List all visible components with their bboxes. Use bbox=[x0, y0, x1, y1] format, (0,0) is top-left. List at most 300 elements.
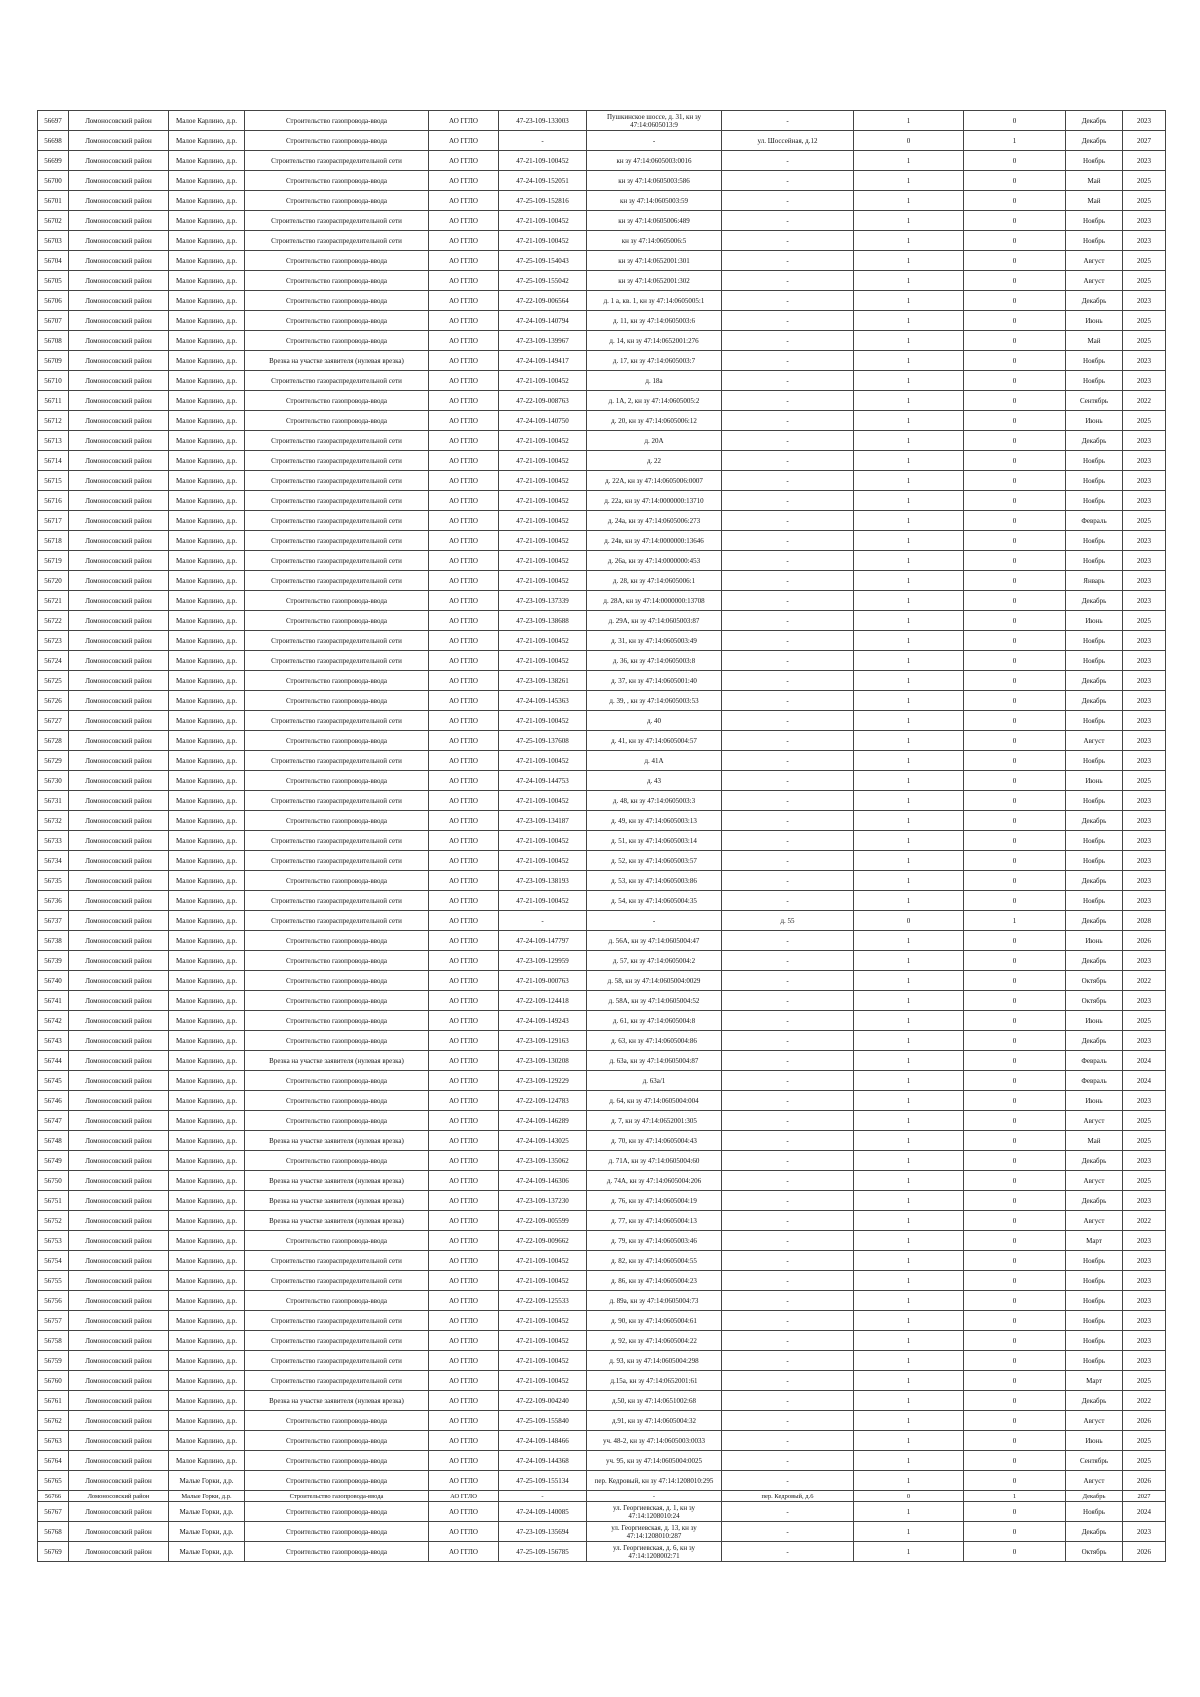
cell-address-planned: - bbox=[722, 431, 854, 451]
cell-month: Ноябрь bbox=[1066, 651, 1123, 671]
cell-count-b: 0 bbox=[964, 1411, 1066, 1431]
cell-count-a: 1 bbox=[854, 811, 964, 831]
cell-address: д. 41, кн зу 47:14:0605004:57 bbox=[587, 731, 722, 751]
cell-settlement: Малое Карлино, д.р. bbox=[169, 711, 245, 731]
cell-month: Июнь bbox=[1066, 311, 1123, 331]
cell-application-number: 47-25-109-154043 bbox=[499, 251, 587, 271]
cell-settlement: Малое Карлино, д.р. bbox=[169, 911, 245, 931]
cell-application-number: 47-23-109-134187 bbox=[499, 811, 587, 831]
cell-count-a: 1 bbox=[854, 171, 964, 191]
cell-year: 2023 bbox=[1123, 1331, 1166, 1351]
cell-row-number: 56708 bbox=[38, 331, 69, 351]
cell-settlement: Малое Карлино, д.р. bbox=[169, 691, 245, 711]
cell-address: д. 40 bbox=[587, 711, 722, 731]
cell-work-type: Строительство газопровода-ввода bbox=[245, 731, 429, 751]
cell-address-planned: - bbox=[722, 731, 854, 751]
cell-work-type: Строительство газопровода-ввода bbox=[245, 931, 429, 951]
cell-district: Ломоносовский район bbox=[69, 1171, 169, 1191]
cell-district: Ломоносовский район bbox=[69, 271, 169, 291]
cell-work-type: Строительство газораспределительной сети bbox=[245, 891, 429, 911]
cell-count-a: 1 bbox=[854, 1431, 964, 1451]
cell-organization: АО ГГЛО bbox=[429, 631, 499, 651]
cell-year: 2025 bbox=[1123, 611, 1166, 631]
cell-settlement: Малое Карлино, д.р. bbox=[169, 1051, 245, 1071]
cell-count-a: 1 bbox=[854, 531, 964, 551]
cell-year: 2025 bbox=[1123, 191, 1166, 211]
cell-count-a: 1 bbox=[854, 151, 964, 171]
cell-organization: АО ГГЛО bbox=[429, 371, 499, 391]
cell-row-number: 56762 bbox=[38, 1411, 69, 1431]
cell-count-a: 1 bbox=[854, 231, 964, 251]
cell-address: д.15а, кн зу 47:14:0652001:61 bbox=[587, 1371, 722, 1391]
cell-work-type: Строительство газопровода-ввода bbox=[245, 1151, 429, 1171]
cell-address-planned: - bbox=[722, 571, 854, 591]
cell-district: Ломоносовский район bbox=[69, 391, 169, 411]
cell-count-b: 0 bbox=[964, 1331, 1066, 1351]
cell-row-number: 56719 bbox=[38, 551, 69, 571]
cell-organization: АО ГГЛО bbox=[429, 951, 499, 971]
cell-count-a: 1 bbox=[854, 1522, 964, 1542]
cell-count-b: 0 bbox=[964, 151, 1066, 171]
cell-month: Октябрь bbox=[1066, 971, 1123, 991]
cell-address: кн зу 47:14:0605003:586 bbox=[587, 171, 722, 191]
cell-work-type: Врезка на участке заявителя (нулевая врезка) bbox=[245, 1211, 429, 1231]
cell-address: д. 18а bbox=[587, 371, 722, 391]
cell-count-a: 1 bbox=[854, 1171, 964, 1191]
cell-row-number: 56706 bbox=[38, 291, 69, 311]
cell-address: д. 52, кн зу 47:14:0605003:57 bbox=[587, 851, 722, 871]
cell-settlement: Малое Карлино, д.р. bbox=[169, 1331, 245, 1351]
table-row bbox=[38, 891, 1166, 911]
cell-district: Ломоносовский район bbox=[69, 911, 169, 931]
cell-application-number: 47-25-109-152816 bbox=[499, 191, 587, 211]
cell-settlement: Малое Карлино, д.р. bbox=[169, 191, 245, 211]
cell-month: Ноябрь bbox=[1066, 791, 1123, 811]
cell-application-number: - bbox=[499, 911, 587, 931]
cell-application-number: 47-22-109-124783 bbox=[499, 1091, 587, 1111]
cell-work-type: Строительство газопровода-ввода bbox=[245, 1451, 429, 1471]
cell-count-b: 0 bbox=[964, 1111, 1066, 1131]
cell-address-planned: - bbox=[722, 391, 854, 411]
table-row bbox=[38, 491, 1166, 511]
cell-address-planned: - bbox=[722, 211, 854, 231]
cell-settlement: Малое Карлино, д.р. bbox=[169, 951, 245, 971]
cell-organization: АО ГГЛО bbox=[429, 971, 499, 991]
cell-settlement: Малое Карлино, д.р. bbox=[169, 591, 245, 611]
cell-count-b: 0 bbox=[964, 551, 1066, 571]
cell-application-number: 47-23-109-129229 bbox=[499, 1071, 587, 1091]
cell-month: Август bbox=[1066, 271, 1123, 291]
cell-work-type: Строительство газопровода-ввода bbox=[245, 331, 429, 351]
cell-settlement: Малое Карлино, д.р. bbox=[169, 491, 245, 511]
table-row bbox=[38, 931, 1166, 951]
cell-settlement: Малое Карлино, д.р. bbox=[169, 731, 245, 751]
cell-work-type: Строительство газопровода-ввода bbox=[245, 1111, 429, 1131]
cell-count-a: 1 bbox=[854, 1191, 964, 1211]
cell-month: Август bbox=[1066, 251, 1123, 271]
cell-count-b: 0 bbox=[964, 1211, 1066, 1231]
cell-application-number: 47-21-109-100452 bbox=[499, 891, 587, 911]
cell-address-planned: - bbox=[722, 1051, 854, 1071]
data-table bbox=[37, 110, 1166, 1562]
cell-count-b: 0 bbox=[964, 1151, 1066, 1171]
table-row bbox=[38, 1331, 1166, 1351]
cell-address-planned: - bbox=[722, 951, 854, 971]
cell-address-planned: - bbox=[722, 291, 854, 311]
cell-settlement: Малое Карлино, д.р. bbox=[169, 251, 245, 271]
cell-year: 2026 bbox=[1123, 1411, 1166, 1431]
table-row bbox=[38, 631, 1166, 651]
cell-row-number: 56701 bbox=[38, 191, 69, 211]
cell-address: д. 58, кн зу 47:14:0605004:0029 bbox=[587, 971, 722, 991]
cell-count-b: 0 bbox=[964, 1291, 1066, 1311]
cell-count-b: 0 bbox=[964, 791, 1066, 811]
table-row bbox=[38, 811, 1166, 831]
cell-address: д. 37, кн зу 47:14:0605001:40 bbox=[587, 671, 722, 691]
cell-district: Ломоносовский район bbox=[69, 1271, 169, 1291]
cell-year: 2025 bbox=[1123, 1371, 1166, 1391]
cell-work-type: Строительство газораспределительной сети bbox=[245, 631, 429, 651]
cell-settlement: Малое Карлино, д.р. bbox=[169, 651, 245, 671]
table-row bbox=[38, 671, 1166, 691]
cell-application-number: 47-23-109-138688 bbox=[499, 611, 587, 631]
cell-application-number: 47-24-109-146289 bbox=[499, 1111, 587, 1131]
cell-count-b: 0 bbox=[964, 171, 1066, 191]
cell-month: Декабрь bbox=[1066, 1031, 1123, 1051]
cell-month: Октябрь bbox=[1066, 1542, 1123, 1562]
cell-year: 2023 bbox=[1123, 531, 1166, 551]
cell-district: Ломоносовский район bbox=[69, 891, 169, 911]
cell-district: Ломоносовский район bbox=[69, 1431, 169, 1451]
cell-month: Ноябрь bbox=[1066, 1271, 1123, 1291]
cell-address-planned: - bbox=[722, 251, 854, 271]
cell-count-a: 1 bbox=[854, 1371, 964, 1391]
cell-count-a: 1 bbox=[854, 191, 964, 211]
cell-count-b: 0 bbox=[964, 1542, 1066, 1562]
cell-organization: АО ГГЛО bbox=[429, 811, 499, 831]
cell-year: 2024 bbox=[1123, 1051, 1166, 1071]
table-row bbox=[38, 1391, 1166, 1411]
cell-work-type: Строительство газопровода-ввода bbox=[245, 771, 429, 791]
cell-settlement: Малое Карлино, д.р. bbox=[169, 1391, 245, 1411]
cell-address: д. 24в, кн зу 47:14:0000000:13646 bbox=[587, 531, 722, 551]
cell-organization: АО ГГЛО bbox=[429, 1491, 499, 1502]
cell-count-a: 1 bbox=[854, 1131, 964, 1151]
cell-settlement: Малое Карлино, д.р. bbox=[169, 1151, 245, 1171]
cell-year: 2024 bbox=[1123, 1071, 1166, 1091]
cell-address: д. 74А, кн зу 47:14:0605004:206 bbox=[587, 1171, 722, 1191]
cell-count-a: 1 bbox=[854, 671, 964, 691]
cell-work-type: Врезка на участке заявителя (нулевая врезка) bbox=[245, 1171, 429, 1191]
cell-month: Ноябрь bbox=[1066, 551, 1123, 571]
cell-address-planned: - bbox=[722, 1311, 854, 1331]
cell-row-number: 56737 bbox=[38, 911, 69, 931]
cell-settlement: Малое Карлино, д.р. bbox=[169, 1031, 245, 1051]
cell-month: Февраль bbox=[1066, 1051, 1123, 1071]
cell-month: Май bbox=[1066, 331, 1123, 351]
cell-month: Ноябрь bbox=[1066, 711, 1123, 731]
cell-settlement: Малое Карлино, д.р. bbox=[169, 1111, 245, 1131]
cell-work-type: Строительство газораспределительной сети bbox=[245, 211, 429, 231]
cell-count-b: 0 bbox=[964, 1271, 1066, 1291]
cell-district: Ломоносовский район bbox=[69, 711, 169, 731]
cell-work-type: Строительство газораспределительной сети bbox=[245, 571, 429, 591]
cell-application-number: 47-24-109-144753 bbox=[499, 771, 587, 791]
cell-count-b: 0 bbox=[964, 531, 1066, 551]
cell-address: д. 82, кн зу 47:14:0605004:55 bbox=[587, 1251, 722, 1271]
cell-work-type: Врезка на участке заявителя (нулевая врезка) bbox=[245, 1051, 429, 1071]
cell-settlement: Малое Карлино, д.р. bbox=[169, 531, 245, 551]
cell-count-b: 0 bbox=[964, 211, 1066, 231]
cell-organization: АО ГГЛО bbox=[429, 1091, 499, 1111]
cell-month: Декабрь bbox=[1066, 1391, 1123, 1411]
table-row bbox=[38, 771, 1166, 791]
cell-count-b: 0 bbox=[964, 751, 1066, 771]
cell-organization: АО ГГЛО bbox=[429, 311, 499, 331]
cell-count-b: 0 bbox=[964, 1011, 1066, 1031]
cell-district: Ломоносовский район bbox=[69, 1151, 169, 1171]
cell-district: Ломоносовский район bbox=[69, 211, 169, 231]
cell-count-b: 0 bbox=[964, 831, 1066, 851]
cell-work-type: Строительство газораспределительной сети bbox=[245, 1311, 429, 1331]
cell-organization: АО ГГЛО bbox=[429, 491, 499, 511]
cell-month: Ноябрь bbox=[1066, 1331, 1123, 1351]
cell-organization: АО ГГЛО bbox=[429, 731, 499, 751]
cell-organization: АО ГГЛО bbox=[429, 751, 499, 771]
cell-settlement: Малые Горки, д.р. bbox=[169, 1542, 245, 1562]
cell-application-number: 47-25-109-155840 bbox=[499, 1411, 587, 1431]
cell-district: Ломоносовский район bbox=[69, 1542, 169, 1562]
table-row bbox=[38, 971, 1166, 991]
table-row bbox=[38, 1271, 1166, 1291]
cell-work-type: Строительство газопровода-ввода bbox=[245, 311, 429, 331]
cell-organization: АО ГГЛО bbox=[429, 1131, 499, 1151]
cell-work-type: Строительство газопровода-ввода bbox=[245, 1522, 429, 1542]
cell-district: Ломоносовский район bbox=[69, 991, 169, 1011]
cell-district: Ломоносовский район bbox=[69, 811, 169, 831]
cell-organization: АО ГГЛО bbox=[429, 171, 499, 191]
cell-row-number: 56742 bbox=[38, 1011, 69, 1031]
cell-address: д. 22а, кн зу 47:14:0000000:13710 bbox=[587, 491, 722, 511]
cell-year: 2023 bbox=[1123, 711, 1166, 731]
cell-row-number: 56732 bbox=[38, 811, 69, 831]
cell-count-b: 0 bbox=[964, 1231, 1066, 1251]
cell-district: Ломоносовский район bbox=[69, 611, 169, 631]
cell-row-number: 56740 bbox=[38, 971, 69, 991]
cell-district: Ломоносовский район bbox=[69, 1491, 169, 1502]
cell-address-planned: - bbox=[722, 1111, 854, 1131]
cell-settlement: Малое Карлино, д.р. bbox=[169, 211, 245, 231]
cell-year: 2023 bbox=[1123, 651, 1166, 671]
cell-application-number: 47-21-109-100452 bbox=[499, 1331, 587, 1351]
cell-year: 2025 bbox=[1123, 771, 1166, 791]
table-row bbox=[38, 451, 1166, 471]
cell-settlement: Малое Карлино, д.р. bbox=[169, 311, 245, 331]
cell-organization: АО ГГЛО bbox=[429, 331, 499, 351]
cell-settlement: Малое Карлино, д.р. bbox=[169, 871, 245, 891]
cell-settlement: Малое Карлино, д.р. bbox=[169, 391, 245, 411]
table-row bbox=[38, 831, 1166, 851]
cell-organization: АО ГГЛО bbox=[429, 1411, 499, 1431]
cell-year: 2023 bbox=[1123, 1031, 1166, 1051]
cell-address-planned: - bbox=[722, 1171, 854, 1191]
cell-count-a: 1 bbox=[854, 491, 964, 511]
cell-settlement: Малое Карлино, д.р. bbox=[169, 1011, 245, 1031]
cell-month: Ноябрь bbox=[1066, 751, 1123, 771]
cell-row-number: 56705 bbox=[38, 271, 69, 291]
cell-district: Ломоносовский район bbox=[69, 291, 169, 311]
cell-count-b: 1 bbox=[964, 1491, 1066, 1502]
cell-row-number: 56767 bbox=[38, 1502, 69, 1522]
cell-month: Февраль bbox=[1066, 1071, 1123, 1091]
cell-address: д. 57, кн зу 47:14:0605004:2 bbox=[587, 951, 722, 971]
cell-organization: АО ГГЛО bbox=[429, 1391, 499, 1411]
cell-count-b: 0 bbox=[964, 631, 1066, 651]
cell-address: д. 70, кн зу 47:14:0605004:43 bbox=[587, 1131, 722, 1151]
cell-work-type: Строительство газораспределительной сети bbox=[245, 1351, 429, 1371]
cell-address: кн зу 47:14:0652001:302 bbox=[587, 271, 722, 291]
cell-work-type: Строительство газопровода-ввода bbox=[245, 111, 429, 131]
cell-count-a: 1 bbox=[854, 1011, 964, 1031]
cell-count-b: 0 bbox=[964, 431, 1066, 451]
cell-address-planned: - bbox=[722, 1231, 854, 1251]
cell-year: 2025 bbox=[1123, 251, 1166, 271]
cell-count-a: 1 bbox=[854, 611, 964, 631]
cell-count-b: 0 bbox=[964, 291, 1066, 311]
cell-month: Декабрь bbox=[1066, 111, 1123, 131]
cell-count-b: 0 bbox=[964, 1171, 1066, 1191]
cell-month: Ноябрь bbox=[1066, 451, 1123, 471]
cell-count-b: 0 bbox=[964, 1131, 1066, 1151]
cell-work-type: Врезка на участке заявителя (нулевая врезка) bbox=[245, 1191, 429, 1211]
cell-address-planned: - bbox=[722, 871, 854, 891]
cell-work-type: Строительство газораспределительной сети bbox=[245, 751, 429, 771]
cell-count-b: 0 bbox=[964, 271, 1066, 291]
cell-row-number: 56736 bbox=[38, 891, 69, 911]
cell-count-b: 0 bbox=[964, 871, 1066, 891]
cell-work-type: Строительство газопровода-ввода bbox=[245, 191, 429, 211]
cell-year: 2023 bbox=[1123, 811, 1166, 831]
table-body bbox=[38, 111, 1166, 1562]
cell-settlement: Малое Карлино, д.р. bbox=[169, 1451, 245, 1471]
cell-year: 2023 bbox=[1123, 1522, 1166, 1542]
cell-application-number: 47-21-109-100452 bbox=[499, 1271, 587, 1291]
table-row bbox=[38, 1131, 1166, 1151]
cell-count-b: 0 bbox=[964, 991, 1066, 1011]
cell-count-b: 0 bbox=[964, 391, 1066, 411]
cell-address: Пушкинское шоссе, д. 31, кн зу 47:14:0605013:9 bbox=[587, 111, 722, 131]
cell-year: 2023 bbox=[1123, 791, 1166, 811]
cell-address-planned: - bbox=[722, 531, 854, 551]
cell-work-type: Строительство газораспределительной сети bbox=[245, 431, 429, 451]
cell-row-number: 56710 bbox=[38, 371, 69, 391]
cell-district: Ломоносовский район bbox=[69, 131, 169, 151]
cell-settlement: Малое Карлино, д.р. bbox=[169, 431, 245, 451]
cell-address-planned: - bbox=[722, 691, 854, 711]
cell-address-planned: - bbox=[722, 651, 854, 671]
cell-work-type: Строительство газопровода-ввода bbox=[245, 671, 429, 691]
cell-organization: АО ГГЛО bbox=[429, 1051, 499, 1071]
cell-row-number: 56760 bbox=[38, 1371, 69, 1391]
cell-address-planned: - bbox=[722, 1431, 854, 1451]
cell-application-number: 47-21-109-100452 bbox=[499, 451, 587, 471]
cell-year: 2025 bbox=[1123, 1131, 1166, 1151]
cell-settlement: Малые Горки, д.р. bbox=[169, 1491, 245, 1502]
cell-row-number: 56725 bbox=[38, 671, 69, 691]
table-row bbox=[38, 431, 1166, 451]
cell-organization: АО ГГЛО bbox=[429, 1111, 499, 1131]
cell-month: Декабрь bbox=[1066, 1151, 1123, 1171]
cell-address: д. 48, кн зу 47:14:0605003:3 bbox=[587, 791, 722, 811]
cell-year: 2025 bbox=[1123, 511, 1166, 531]
table-row bbox=[38, 951, 1166, 971]
cell-district: Ломоносовский район bbox=[69, 1291, 169, 1311]
table-row bbox=[38, 531, 1166, 551]
cell-settlement: Малое Карлино, д.р. bbox=[169, 611, 245, 631]
cell-work-type: Строительство газопровода-ввода bbox=[245, 1491, 429, 1502]
table-row bbox=[38, 1191, 1166, 1211]
cell-district: Ломоносовский район bbox=[69, 311, 169, 331]
cell-application-number: 47-22-109-009662 bbox=[499, 1231, 587, 1251]
cell-settlement: Малые Горки, д.р. bbox=[169, 1522, 245, 1542]
cell-year: 2025 bbox=[1123, 1431, 1166, 1451]
cell-district: Ломоносовский район bbox=[69, 971, 169, 991]
cell-count-a: 1 bbox=[854, 1211, 964, 1231]
cell-settlement: Малое Карлино, д.р. bbox=[169, 971, 245, 991]
cell-row-number: 56707 bbox=[38, 311, 69, 331]
cell-count-a: 1 bbox=[854, 711, 964, 731]
cell-address-planned: - bbox=[722, 1251, 854, 1271]
cell-district: Ломоносовский район bbox=[69, 671, 169, 691]
cell-month: Декабрь bbox=[1066, 911, 1123, 931]
cell-organization: АО ГГЛО bbox=[429, 791, 499, 811]
cell-application-number: 47-25-109-156785 bbox=[499, 1542, 587, 1562]
cell-work-type: Строительство газораспределительной сети bbox=[245, 851, 429, 871]
cell-organization: АО ГГЛО bbox=[429, 891, 499, 911]
cell-row-number: 56755 bbox=[38, 1271, 69, 1291]
cell-month: Декабрь bbox=[1066, 811, 1123, 831]
cell-district: Ломоносовский район bbox=[69, 191, 169, 211]
cell-count-a: 1 bbox=[854, 1091, 964, 1111]
cell-row-number: 56765 bbox=[38, 1471, 69, 1491]
cell-count-a: 1 bbox=[854, 451, 964, 471]
cell-district: Ломоносовский район bbox=[69, 1231, 169, 1251]
cell-count-b: 0 bbox=[964, 891, 1066, 911]
cell-address-planned: - bbox=[722, 891, 854, 911]
cell-year: 2023 bbox=[1123, 1271, 1166, 1291]
cell-application-number: 47-21-109-100452 bbox=[499, 511, 587, 531]
cell-month: Август bbox=[1066, 1171, 1123, 1191]
table-row bbox=[38, 1522, 1166, 1542]
cell-row-number: 56738 bbox=[38, 931, 69, 951]
cell-address-planned: - bbox=[722, 1522, 854, 1542]
table-row bbox=[38, 1542, 1166, 1562]
cell-address: д. 89а, кн зу 47:14:0605004:73 bbox=[587, 1291, 722, 1311]
cell-year: 2025 bbox=[1123, 1111, 1166, 1131]
table-row bbox=[38, 1351, 1166, 1371]
cell-address-planned: - bbox=[722, 471, 854, 491]
cell-row-number: 56735 bbox=[38, 871, 69, 891]
cell-district: Ломоносовский район bbox=[69, 171, 169, 191]
cell-district: Ломоносовский район bbox=[69, 111, 169, 131]
cell-district: Ломоносовский район bbox=[69, 1471, 169, 1491]
cell-work-type: Врезка на участке заявителя (нулевая врезка) bbox=[245, 1131, 429, 1151]
cell-settlement: Малое Карлино, д.р. bbox=[169, 1411, 245, 1431]
cell-row-number: 56750 bbox=[38, 1171, 69, 1191]
cell-month: Июнь bbox=[1066, 771, 1123, 791]
cell-count-b: 1 bbox=[964, 911, 1066, 931]
cell-count-b: 0 bbox=[964, 691, 1066, 711]
